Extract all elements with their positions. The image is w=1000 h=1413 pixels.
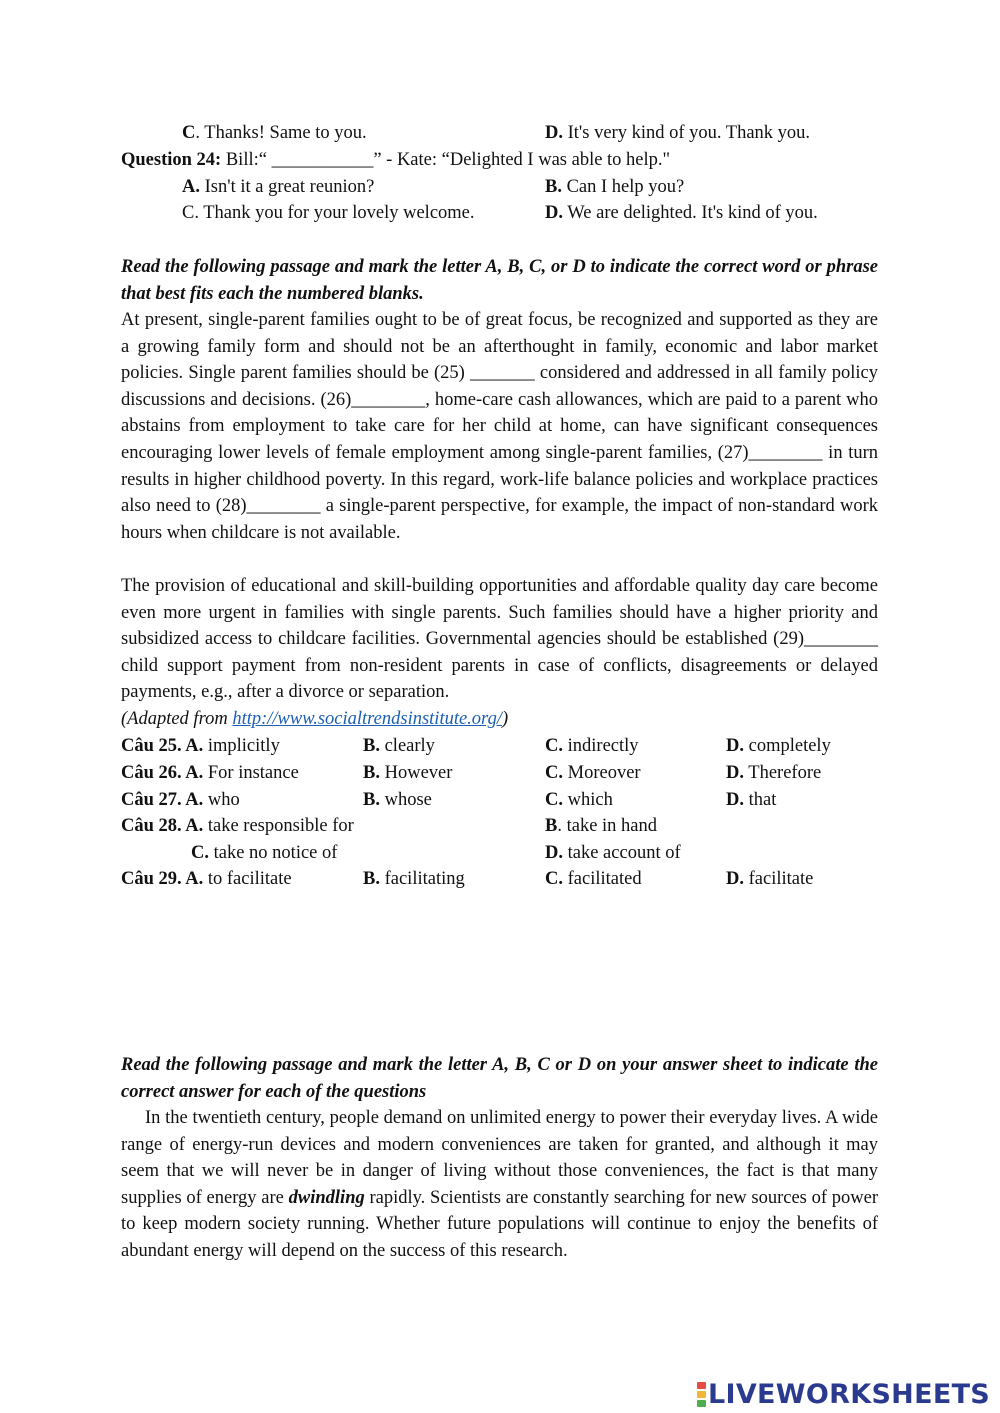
q26-option-d: D. Therefore [726, 763, 822, 783]
q24-option-d: D. We are delighted. It's kind of you. [545, 203, 818, 223]
logo-mark-block [697, 1382, 706, 1389]
cloze-instruction: Read the following passage and mark the letter A, B, C, or D to indicate the correct word or phrase that best fits each the numbered blanks. [121, 257, 878, 304]
q27-option-a: Câu 27. A. who [121, 790, 240, 810]
q27-option-c: C. which [545, 790, 613, 810]
q29-option-a: Câu 29. A. to facilitate [121, 869, 292, 889]
q26-option-a: Câu 26. A. For instance [121, 763, 299, 783]
q23-option-c: C. Thanks! Same to you. [182, 123, 367, 143]
cloze-paragraph-2: The provision of educational and skill-building opportunities and affordable quality day care become even more urgent in families with single parents. Such families should have a higher priority and subsidized access to childcare facilities. Governmental agencies should be established (29)________ child support payment from non-resident parents in case of conflicts, disagreements or delayed payments, e.g., after a divorce or separation. [121, 576, 878, 703]
logo-mark-block [697, 1391, 706, 1398]
q23-option-d: D. It's very kind of you. Thank you. [545, 123, 811, 143]
q28-option-b: B. take in hand [545, 816, 658, 836]
q27-option-b: B. whose [363, 790, 432, 810]
reading-paragraph: In the twentieth century, people demand on unlimited energy to power their everyday lives. A wide range of energy-run devices and modern conveniences are taken for granted, and although it may seem that we will never be in danger of living without those conveniences, the fact is that many supplies of energy are dwindling rapidly. Scientists are constantly searching for new sources of power to keep modern society running. Whether future populations will continue to enjoy the benefits of abundant energy will depend on the success of this research. [121, 1108, 878, 1261]
q29-option-b: B. facilitating [363, 869, 465, 889]
q28-option-d: D. take account of [545, 843, 681, 863]
logo-mark-icon [697, 1381, 706, 1408]
logo-mark-block [697, 1400, 706, 1407]
logo-text: LIVEWORKSHEETS [708, 1378, 991, 1410]
q26-option-c: C. Moreover [545, 763, 641, 783]
reading-instruction: Read the following passage and mark the letter A, B, C or D on your answer sheet to indicate the correct answer for each of the questions [121, 1055, 878, 1102]
liveworksheets-logo [697, 1378, 990, 1410]
q24-option-b: B. Can I help you? [545, 177, 685, 197]
q27-option-d: D. that [726, 790, 777, 810]
q25-option-b: B. clearly [363, 736, 435, 756]
q24-option-a: A. Isn't it a great reunion? [182, 177, 375, 197]
emphasized-word: dwindling [288, 1187, 365, 1208]
q28-option-a: Câu 28. A. take responsible for [121, 816, 354, 836]
cloze-paragraph-1: At present, single-parent families ought to be of great focus, be recognized and supported as they are a growing family form and should not be an afterthought in family, economic and labor market policies. Single parent families should be (25) _______ considered and addressed in all family policy discussions and decisions. (26)________, home-care cash allowances, which are paid to a parent who abstains from employment to take care for her child at home, can have significant consequences encouraging lower levels of female employment among single-parent families, (27)________ in turn results in higher childhood poverty. In this regard, work-life balance policies and workplace practices also need to (28)________ a single-parent perspective, for example, the impact of non-standard work hours when childcare is not available. [121, 310, 878, 543]
q24-option-c: C. Thank you for your lovely welcome. [182, 203, 475, 223]
q29-option-c: C. facilitated [545, 869, 642, 889]
q29-option-d: D. facilitate [726, 869, 814, 889]
q25-option-d: D. completely [726, 736, 831, 756]
q26-option-b: B. However [363, 763, 453, 783]
cloze-source: (Adapted from http://www.socialtrendsinstitute.org/) [121, 709, 509, 729]
q25-option-a: Câu 25. A. implicitly [121, 736, 280, 756]
q24-stem: Question 24: Bill:“ ___________” - Kate: “Delighted I was able to help." [121, 150, 671, 170]
source-link[interactable]: http://www.socialtrendsinstitute.org/ [232, 709, 502, 729]
q28-option-c: C. take no notice of [191, 843, 338, 863]
q25-option-c: C. indirectly [545, 736, 639, 756]
